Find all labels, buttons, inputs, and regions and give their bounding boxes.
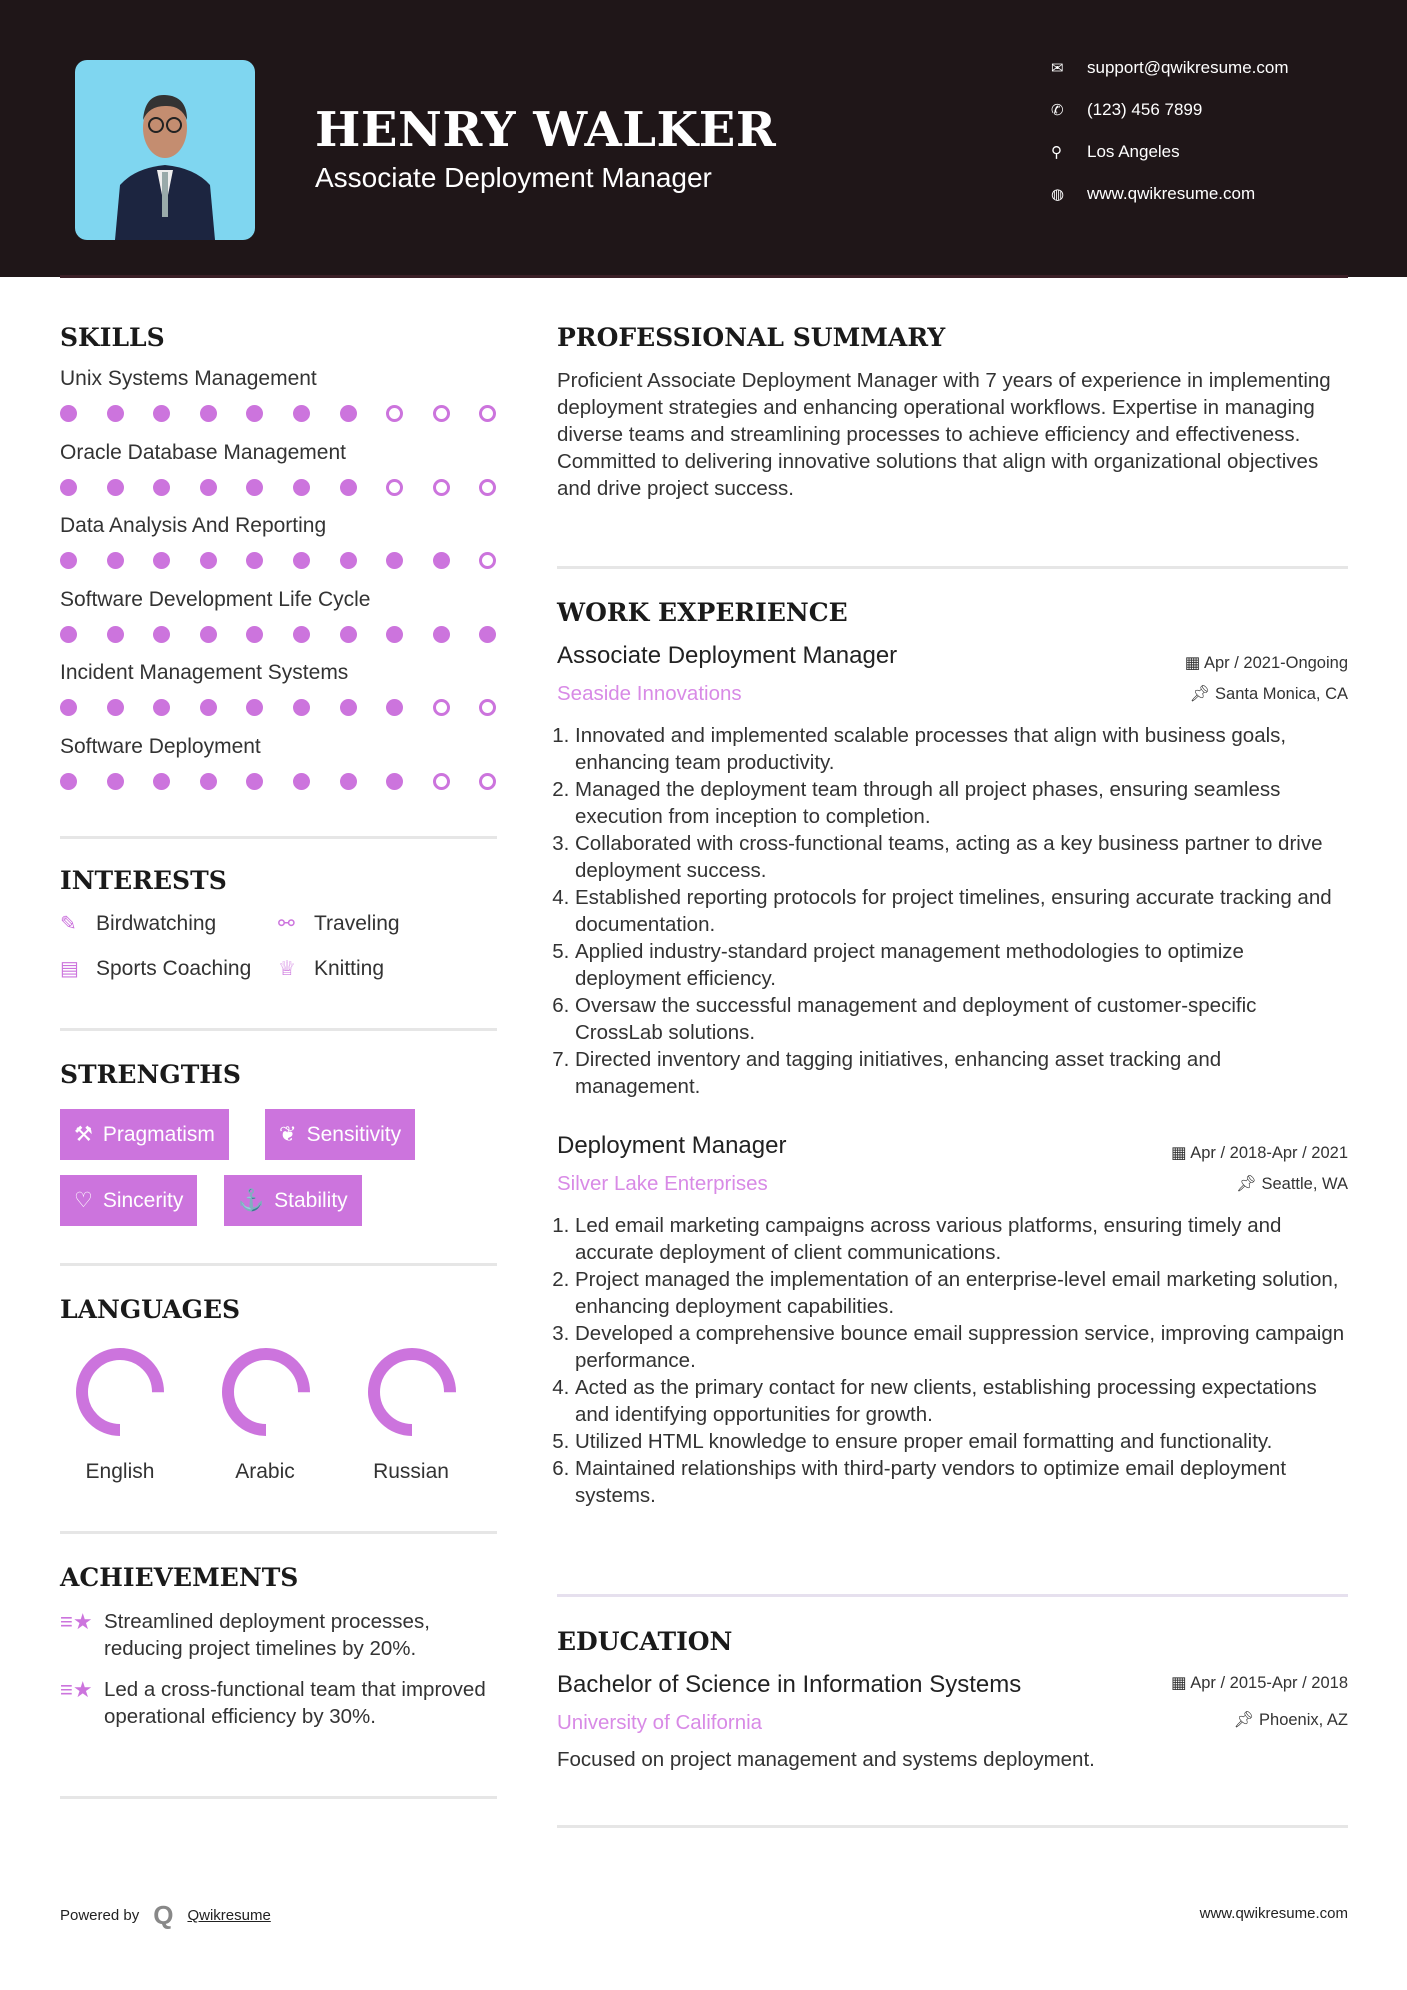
profile-photo <box>75 60 255 240</box>
trophy-icon: ♕ <box>278 958 296 980</box>
rating-dot-filled <box>200 479 217 496</box>
interest-item <box>278 956 384 981</box>
contact-location <box>1051 142 1180 162</box>
rating-dot-filled <box>200 773 217 790</box>
strength-label: Pragmatism <box>102 1122 215 1146</box>
job-bullet: 5. Utilized HTML knowledge to ensure proper email formatting and functionality. <box>575 1428 1347 1455</box>
footer-powered <box>60 1900 271 1931</box>
job-bullet: 6. Maintained relationships with third-party vendors to optimize email deployment systems. <box>575 1455 1347 1509</box>
rating-dot-filled <box>107 479 124 496</box>
rating-dot-filled <box>246 405 263 422</box>
calendar-icon: ▦ <box>1170 1144 1191 1162</box>
job-bullet: 4. Established reporting protocols for project timelines, ensuring accurate tracking and documentation. <box>575 884 1347 938</box>
calendar-icon: ▦ <box>1184 654 1204 672</box>
dates-text: Apr / 2015-Apr / 2018 <box>1190 1674 1348 1692</box>
job-bullet: 2. Managed the deployment team through all project phases, ensuring seamless execution from inception to completion. <box>575 776 1347 830</box>
skill-rating <box>60 773 496 790</box>
strength-label: Sincerity <box>102 1188 184 1212</box>
divider <box>60 1796 497 1799</box>
skills-heading: SKILLS <box>60 323 165 352</box>
globe-icon: ◍ <box>1051 186 1065 203</box>
phone-icon: ✆ <box>1051 102 1064 119</box>
rating-dot-empty <box>433 699 450 716</box>
interest-label: Sports Coaching <box>96 956 252 980</box>
brand-link[interactable]: Qwikresume <box>187 1907 271 1924</box>
rating-dot-filled <box>153 699 170 716</box>
job-bullet: 3. Collaborated with cross-functional teams, acting as a key business partner to drive deployment success. <box>575 830 1347 884</box>
interest-label: Traveling <box>314 911 400 935</box>
achievement-item <box>60 1608 500 1662</box>
star-icon: ≡★ <box>60 1677 93 1702</box>
rating-dot-filled <box>386 552 403 569</box>
achievement-text: Led a cross-functional team that improved operational efficiency by 30%. <box>104 1678 486 1728</box>
strength-tag <box>60 1175 197 1226</box>
rating-dot-empty <box>479 552 496 569</box>
language-ring <box>70 1342 170 1442</box>
skill-rating <box>60 626 496 643</box>
divider <box>557 1594 1348 1597</box>
rating-dot-empty <box>386 405 403 422</box>
divider <box>60 1263 497 1266</box>
experience-heading: WORK EXPERIENCE <box>557 598 848 627</box>
calendar-icon: ▦ <box>1170 1674 1191 1692</box>
contact-email[interactable] <box>1051 58 1289 78</box>
contact-website[interactable] <box>1051 184 1255 204</box>
rating-dot-filled <box>107 773 124 790</box>
achievement-text: Streamlined deployment processes, reducing project timelines by 20%. <box>104 1610 430 1660</box>
job-location <box>1236 1175 1348 1194</box>
anchor-icon: ⚓ <box>238 1188 265 1212</box>
rating-dot-filled <box>246 626 263 643</box>
rating-dot-filled <box>153 552 170 569</box>
location-text: Phoenix, AZ <box>1259 1711 1348 1729</box>
rating-dot-filled <box>200 405 217 422</box>
job-role: Deployment Manager <box>557 1132 787 1159</box>
rating-dot-filled <box>246 552 263 569</box>
location-text: Santa Monica, CA <box>1215 685 1348 703</box>
skill-rating <box>60 699 496 716</box>
contact-phone <box>1051 100 1202 120</box>
job-bullet: 1. Led email marketing campaigns across various platforms, ensuring timely and accurate deployment of client communications. <box>575 1212 1347 1266</box>
languages-heading: LANGUAGES <box>60 1295 241 1324</box>
job-bullet: 4. Acted as the primary contact for new clients, establishing processing expectations and identifying opportunities for growth. <box>575 1374 1347 1428</box>
qwikresume-logo-icon: Q <box>153 1900 174 1930</box>
education-description: Focused on project management and systems deployment. <box>557 1748 1095 1771</box>
skill-label: Software Deployment <box>60 735 261 758</box>
education-location <box>1233 1711 1348 1730</box>
job-location <box>1189 685 1348 704</box>
job-company: Seaside Innovations <box>557 682 742 705</box>
candidate-name: HENRY WALKER <box>315 102 777 158</box>
rating-dot-filled <box>433 552 450 569</box>
rating-dot-filled <box>107 699 124 716</box>
rating-dot-filled <box>293 773 310 790</box>
job-bullet: 6. Oversaw the successful management and deployment of customer-specific CrossLab solutions. <box>575 992 1347 1046</box>
header-underline <box>60 275 1348 278</box>
achievements-heading: ACHIEVEMENTS <box>60 1563 299 1592</box>
strength-label: Sensitivity <box>306 1122 402 1146</box>
strength-tag <box>60 1109 229 1160</box>
contact-text: (123) 456 7899 <box>1087 100 1203 119</box>
rating-dot-filled <box>246 479 263 496</box>
rating-dot-empty <box>386 479 403 496</box>
dates-text: Apr / 2018-Apr / 2021 <box>1190 1144 1348 1162</box>
rating-dot-filled <box>293 405 310 422</box>
rating-dot-filled <box>200 552 217 569</box>
rating-dot-filled <box>479 626 496 643</box>
job-bullets <box>557 1212 1347 1509</box>
job-bullet: 7. Directed inventory and tagging initiatives, enhancing asset tracking and management. <box>575 1046 1347 1100</box>
rating-dot-empty <box>433 773 450 790</box>
interest-item <box>60 956 251 981</box>
skill-label: Unix Systems Management <box>60 367 317 390</box>
summary-heading: PROFESSIONAL SUMMARY <box>557 323 946 352</box>
pencil-square-icon: ✎ <box>60 913 77 935</box>
rating-dot-empty <box>433 479 450 496</box>
rating-dot-empty <box>479 699 496 716</box>
rating-dot-empty <box>479 773 496 790</box>
rating-dot-filled <box>293 626 310 643</box>
job-dates <box>1171 1143 1348 1163</box>
rating-dot-empty <box>433 405 450 422</box>
rating-dot-filled <box>60 552 77 569</box>
language-label: English <box>85 1460 155 1483</box>
degree: Bachelor of Science in Information Systems <box>557 1671 1022 1698</box>
strength-label: Stability <box>274 1188 348 1212</box>
rating-dot-filled <box>153 479 170 496</box>
divider <box>60 1028 497 1031</box>
job-bullet: 5. Applied industry-standard project management methodologies to optimize deployment efficiency. <box>575 938 1347 992</box>
rating-dot-filled <box>107 405 124 422</box>
rating-dot-filled <box>340 552 357 569</box>
interests-heading: INTERESTS <box>60 866 227 895</box>
language-label: Arabic <box>235 1460 295 1483</box>
job-bullet: 2. Project managed the implementation of an enterprise-level email marketing solution, enhancing deployment capabilities. <box>575 1266 1347 1320</box>
job-bullets <box>557 722 1347 1100</box>
rating-dot-filled <box>340 699 357 716</box>
contact-text: Los Angeles <box>1087 142 1180 161</box>
rating-dot-filled <box>153 405 170 422</box>
job-dates <box>1185 653 1348 673</box>
job-bullet: 3. Developed a comprehensive bounce email suppression service, improving campaign performance. <box>575 1320 1347 1374</box>
strengths-heading: STRENGTHS <box>60 1060 241 1089</box>
rating-dot-filled <box>107 552 124 569</box>
rating-dot-filled <box>107 626 124 643</box>
briefcase-icon: ▤ <box>60 958 79 980</box>
divider <box>60 1531 497 1534</box>
dates-text: Apr / 2021-Ongoing <box>1203 654 1348 672</box>
skill-label: Incident Management Systems <box>60 661 349 685</box>
summary-text: Proficient Associate Deployment Manager with 7 years of experience in implementing deployment strategies and enhancing operational workflows. Expertise in managing diverse teams and streamlining processes to achieve efficiency and effectiveness. Committed to delivering innovative solutions that align with organizational objectives and drive project success. <box>557 369 1331 500</box>
rating-dot-empty <box>479 479 496 496</box>
location-text: Seattle, WA <box>1261 1175 1348 1193</box>
rating-dot-filled <box>293 699 310 716</box>
pin-icon: 📌︎ <box>1189 685 1216 703</box>
divider <box>557 1825 1348 1828</box>
rating-dot-filled <box>60 479 77 496</box>
rating-dot-filled <box>246 773 263 790</box>
language-ring <box>216 1342 316 1442</box>
rating-dot-empty <box>479 405 496 422</box>
language-ring-arc <box>82 1354 158 1430</box>
rating-dot-filled <box>386 699 403 716</box>
rating-dot-filled <box>246 699 263 716</box>
footer-website[interactable]: www.qwikresume.com <box>1199 1905 1348 1922</box>
contact-text: support@qwikresume.com <box>1087 58 1289 77</box>
pin-icon: 📌︎ <box>1235 1175 1262 1193</box>
rating-dot-filled <box>200 699 217 716</box>
leaf-icon: ❦ <box>279 1123 297 1146</box>
skill-rating <box>60 552 496 569</box>
strength-tag <box>224 1175 362 1226</box>
skill-rating <box>60 479 496 496</box>
star-icon: ≡★ <box>60 1609 93 1634</box>
skill-label: Data Analysis And Reporting <box>60 514 327 538</box>
job-bullet: 1. Innovated and implemented scalable processes that align with business goals, enhancing team productivity. <box>575 722 1347 776</box>
language-ring-arc <box>228 1354 304 1430</box>
rating-dot-filled <box>340 773 357 790</box>
rating-dot-filled <box>340 405 357 422</box>
rating-dot-filled <box>60 405 77 422</box>
rating-dot-filled <box>386 773 403 790</box>
rating-dot-filled <box>60 626 77 643</box>
interest-label: Birdwatching <box>96 911 217 935</box>
interest-item <box>278 911 400 936</box>
divider <box>557 566 1348 569</box>
gavel-icon: ⚒ <box>74 1123 93 1146</box>
language-ring <box>362 1342 462 1442</box>
rating-dot-filled <box>340 626 357 643</box>
skill-rating <box>60 405 496 422</box>
rating-dot-filled <box>153 626 170 643</box>
rating-dot-filled <box>386 626 403 643</box>
interest-item <box>60 911 216 936</box>
rating-dot-filled <box>293 479 310 496</box>
rating-dot-filled <box>293 552 310 569</box>
school: University of California <box>557 1711 763 1734</box>
candidate-title: Associate Deployment Manager <box>315 162 712 193</box>
rating-dot-filled <box>200 626 217 643</box>
divider <box>60 836 497 839</box>
contact-text: www.qwikresume.com <box>1087 184 1256 203</box>
job-company: Silver Lake Enterprises <box>557 1172 768 1195</box>
binoculars-icon: ⚯ <box>278 913 295 935</box>
language-label: Russian <box>373 1460 449 1483</box>
rating-dot-filled <box>340 479 357 496</box>
skill-label: Software Development Life Cycle <box>60 587 371 611</box>
pin-icon: 📌︎ <box>1233 1711 1260 1729</box>
powered-by-text: Powered by <box>60 1907 140 1924</box>
rating-dot-filled <box>153 773 170 790</box>
map-pin-icon: ⚲ <box>1051 144 1062 161</box>
language-ring-arc <box>374 1354 450 1430</box>
job-role: Associate Deployment Manager <box>557 642 898 669</box>
heart-icon: ♡ <box>74 1189 93 1212</box>
education-heading: EDUCATION <box>557 1627 733 1656</box>
achievement-item <box>60 1676 500 1730</box>
envelope-icon: ✉ <box>1051 60 1064 77</box>
rating-dot-filled <box>433 626 450 643</box>
education-dates <box>1171 1673 1348 1693</box>
rating-dot-filled <box>60 773 77 790</box>
rating-dot-filled <box>60 699 77 716</box>
skill-label: Oracle Database Management <box>60 440 346 464</box>
strength-tag <box>265 1109 415 1160</box>
interest-label: Knitting <box>314 956 385 980</box>
